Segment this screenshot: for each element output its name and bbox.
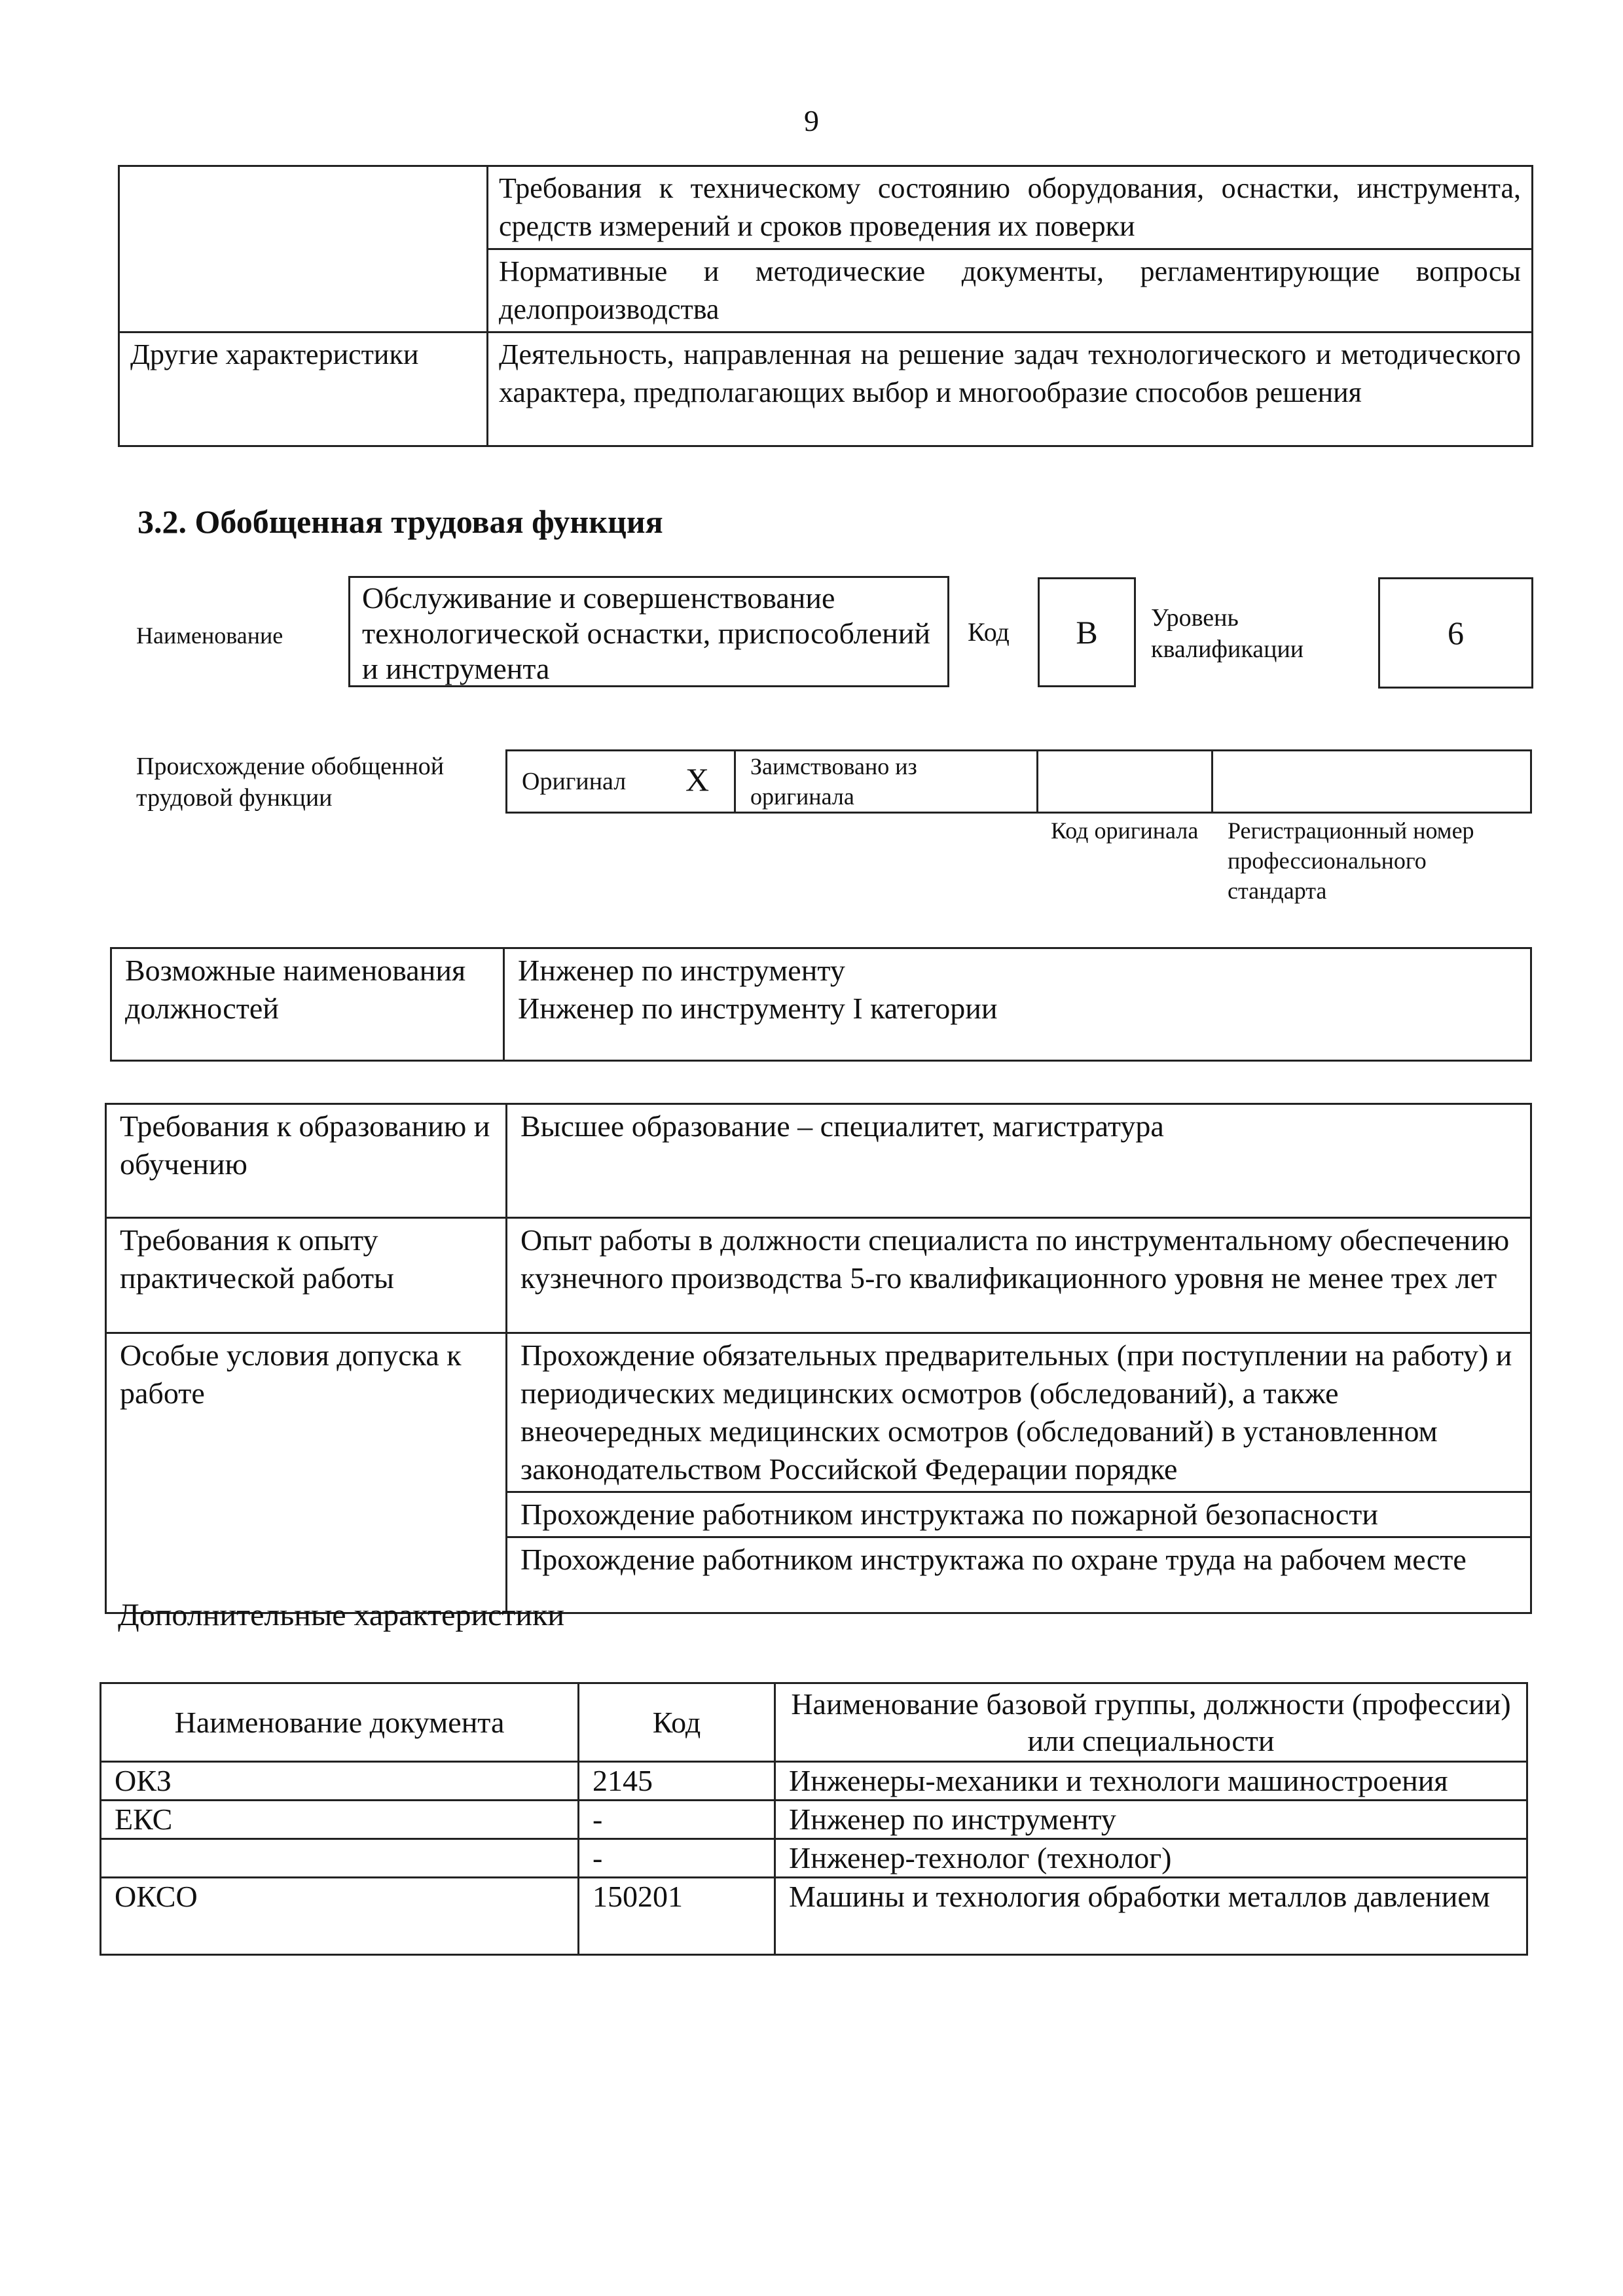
table-row <box>106 1218 1531 1333</box>
table-cell <box>101 1839 579 1878</box>
requirement-label: Требования к опыту практической работы <box>106 1218 507 1333</box>
table-cell: ЕКС <box>101 1801 579 1839</box>
table-row <box>106 1104 1531 1218</box>
column-header: Наименование документа <box>101 1683 579 1762</box>
position-item: Инженер по инструменту I категории <box>518 992 998 1025</box>
table-cell: 2145 <box>579 1762 775 1801</box>
origin-borrowed-box <box>734 749 1038 814</box>
additional-title: Дополнительные характеристики <box>118 1598 565 1632</box>
table-cell: Инженер-технолог (технолог) <box>775 1839 1527 1878</box>
table-cell: Машины и технология обработки металлов давлением <box>775 1878 1527 1955</box>
borrowed-label: Заимствовано из оригинала <box>750 753 917 810</box>
table-row <box>119 332 1533 446</box>
positions-values <box>504 948 1531 1061</box>
origin-original-box <box>505 749 736 814</box>
requirement-label: Требования к образованию и обучению <box>106 1104 507 1218</box>
reg-caption: Регистрационный номер профессионального стандарта <box>1228 817 1474 904</box>
positions-label: Возможные наименования должностей <box>111 948 504 1061</box>
row-label <box>119 166 488 249</box>
table-cell: ОКЗ <box>101 1762 579 1801</box>
row-value: Нормативные и методические документы, регламентирующие вопросы делопроизводства <box>488 249 1533 332</box>
section-heading: 3.2. Обобщенная трудовая функция <box>137 503 663 540</box>
requirement-value: Прохождение работником инструктажа по пожарной безопасности <box>507 1492 1531 1537</box>
requirement-value: Прохождение обязательных предварительных (при поступлении на работу) и периодических медицинских осмотров (обследований), а также внеочередных медицинских осмотров (обследований) в установленном законодательством Российской Федерации порядке <box>507 1333 1531 1492</box>
additional-table <box>100 1682 1528 1956</box>
table-row <box>101 1762 1527 1801</box>
table-cell: - <box>579 1801 775 1839</box>
column-header: Наименование базовой группы, должности (профессии) или специальности <box>775 1683 1527 1762</box>
requirement-value: Опыт работы в должности специалиста по инструментальному обеспечению кузнечного производства 5-го квалификационного уровня не менее трех лет <box>507 1218 1531 1333</box>
table-header-row <box>101 1683 1527 1762</box>
requirement-value: Высшее образование – специалитет, магистратура <box>507 1104 1531 1218</box>
table-cell: - <box>579 1839 775 1878</box>
code-caption: Код оригинала <box>1051 817 1199 844</box>
code-box <box>1038 577 1136 687</box>
column-header: Код <box>579 1683 775 1762</box>
code-label: Код <box>968 617 1010 647</box>
table-row <box>111 948 1531 1061</box>
page-number: 9 <box>804 104 819 137</box>
origin-reg-box <box>1211 749 1532 814</box>
level-box <box>1378 577 1533 689</box>
original-label: Оригинал <box>522 768 627 795</box>
level-value: 6 <box>1448 615 1464 651</box>
table-row <box>101 1839 1527 1878</box>
positions-table <box>110 947 1532 1062</box>
row-label <box>119 249 488 332</box>
code-value: B <box>1076 614 1098 651</box>
requirement-value: Прохождение работником инструктажа по охране труда на рабочем месте <box>507 1537 1531 1613</box>
table-cell: 150201 <box>579 1878 775 1955</box>
table-row <box>101 1878 1527 1955</box>
row-label: Другие характеристики <box>119 332 488 446</box>
table-cell: Инженеры-механики и технологи машиностроения <box>775 1762 1527 1801</box>
original-mark: X <box>685 761 710 798</box>
position-item: Инженер по инструменту <box>518 954 845 987</box>
level-label: Уровень квалификации <box>1151 604 1304 663</box>
requirements-table <box>105 1103 1532 1614</box>
row-value: Требования к техническому состоянию оборудования, оснастки, инструмента, средств измерений и сроков проведения их поверки <box>488 166 1533 249</box>
table-row <box>119 249 1533 332</box>
origin-code-box <box>1036 749 1213 814</box>
function-name-box <box>348 576 949 687</box>
table-row <box>106 1333 1531 1492</box>
name-label: Наименование <box>136 622 283 649</box>
table-cell: ОКСО <box>101 1878 579 1955</box>
function-name: Обслуживание и совершенствование технологической оснастки, приспособлений и инструмента <box>362 581 931 685</box>
table-row <box>101 1801 1527 1839</box>
table-row <box>119 166 1533 249</box>
requirement-label: Особые условия допуска к работе <box>106 1333 507 1613</box>
row-value: Деятельность, направленная на решение задач технологического и методического характера, предполагающих выбор и многообразие способов решения <box>488 332 1533 446</box>
top-table <box>118 165 1533 447</box>
table-cell: Инженер по инструменту <box>775 1801 1527 1839</box>
origin-label: Происхождение обобщенной трудовой функции <box>136 753 445 812</box>
